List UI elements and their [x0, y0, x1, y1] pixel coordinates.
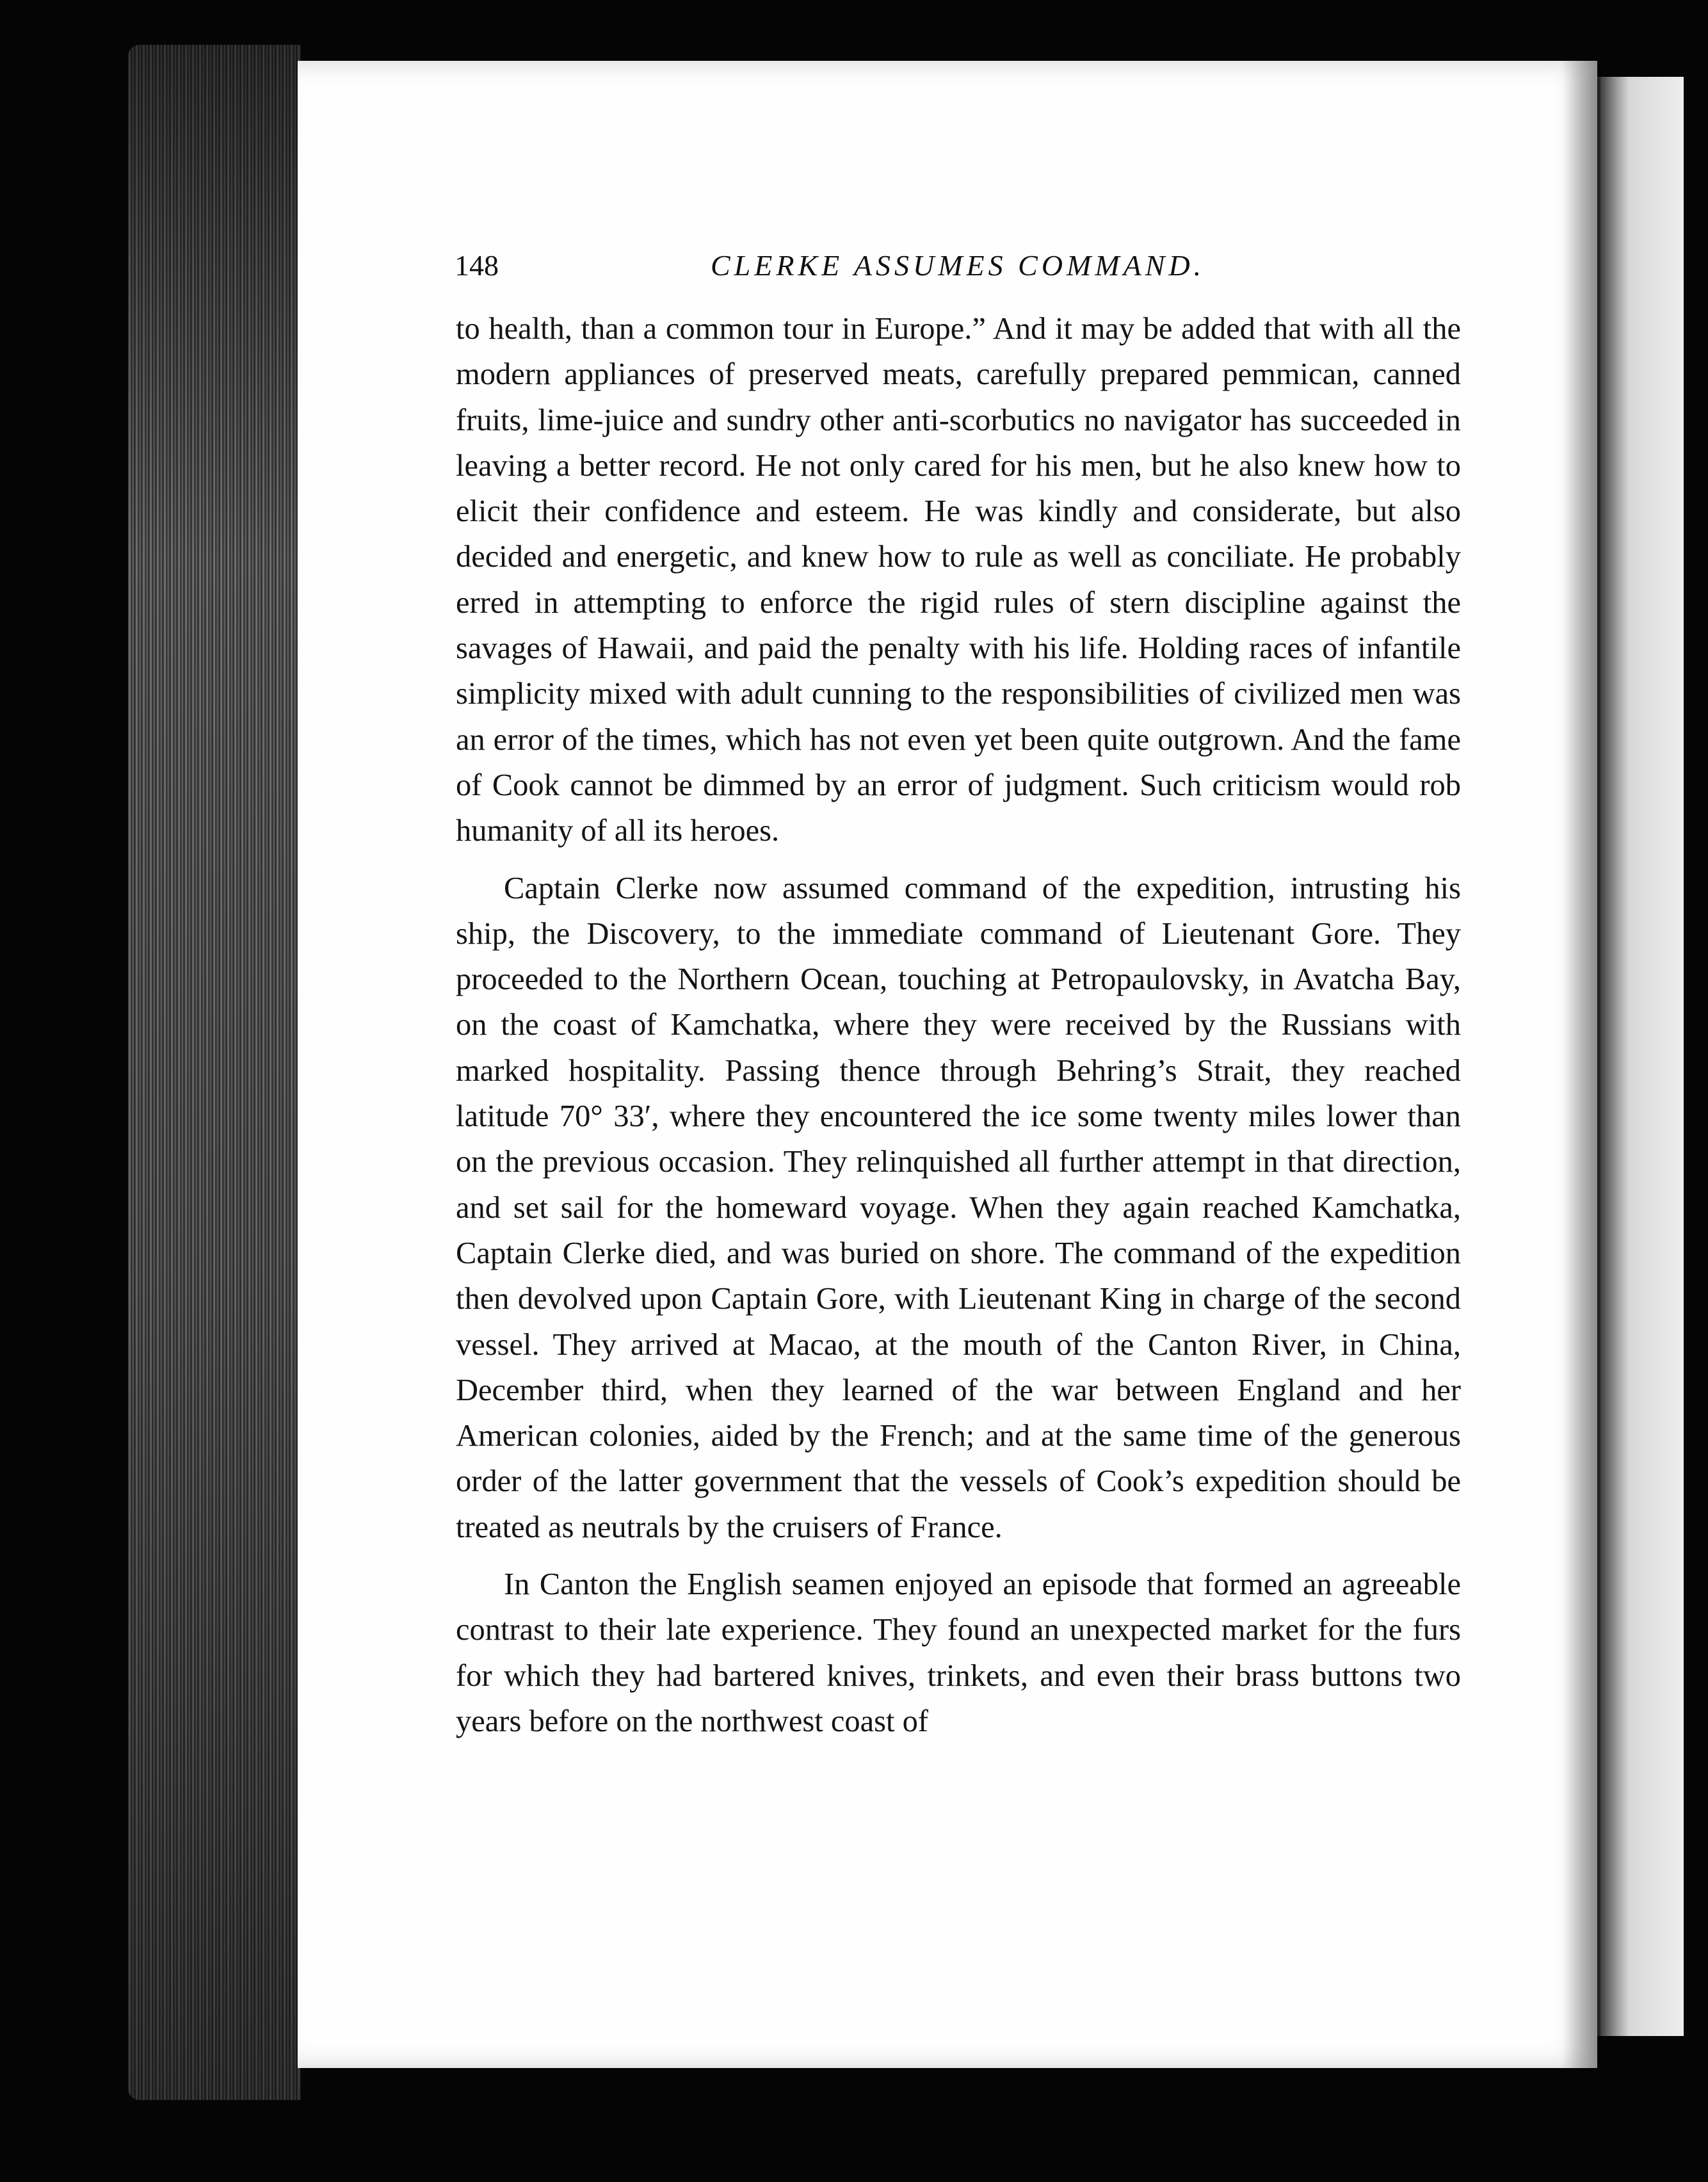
- next-page-edge: [1594, 77, 1684, 2036]
- running-head: CLERKE ASSUMES COMMAND.: [711, 249, 1205, 282]
- page-number: 148: [455, 249, 499, 282]
- paragraph-2: Captain Clerke now assumed command of the expedition, intrusting his ship, the Discovery, to the immediate command of Lieutenant Gore. They proceeded to the Northern Ocean, touching at Petropaulovsky, in Avatcha Bay, on the coast of Kamchatka, where they were received by the Russians with marked hospitality. Passing thence through Behring’s Strait, they reached latitude 70° 33′, where they encountered the ice some twenty miles lower than on the previous occasion. They relinquished all further attempt in that direction, and set sail for the homeward voyage. When they again reached Kamchatka, Captain Clerke died, and was buried on shore. The command of the expedition then devolved upon Captain Gore, with Lieutenant King in charge of the second vessel. They arrived at Macao, at the mouth of the Canton River, in China, December third, when they learned of the war between England and her American colonies, aided by the French; and at the same time of the generous order of the latter government that the vessels of Cook’s expedition should be treated as neutrals by the cruisers of France.: [456, 871, 1461, 1544]
- spine-shadow: [1562, 61, 1600, 2068]
- paragraph-3: In Canton the English seamen enjoyed an episode that formed an agreeable contrast to their late experience. They found an unexpected market for the furs for which they had bartered knives, trinkets, and even their brass buttons two years before on the northwest coast of: [456, 1567, 1461, 1738]
- body-text: [456, 306, 1461, 1756]
- page-header: [455, 248, 1463, 293]
- paragraph-1: to health, than a common tour in Europe.” And it may be added that with all the modern appliances of preserved meats, carefully prepared pemmican, canned fruits, lime-juice and sundry other anti-scorbutics no navigator has succeeded in leaving a better record. He not only cared for his men, but he also knew how to elicit their confidence and esteem. He was kindly and considerate, but also decided and energetic, and knew how to rule as well as conciliate. He probably erred in attempting to enforce the rigid rules of stern discipline against the savages of Hawaii, and paid the penalty with his life. Holding races of infantile simplicity mixed with adult cunning to the responsibilities of civilized men was an error of the times, which has not even yet been quite outgrown. And the fame of Cook cannot be dimmed by an error of judgment. Such criticism would rob humanity of all its heroes.: [456, 312, 1461, 848]
- page-edges: [128, 45, 301, 2100]
- page-edges-shade: [128, 45, 301, 2100]
